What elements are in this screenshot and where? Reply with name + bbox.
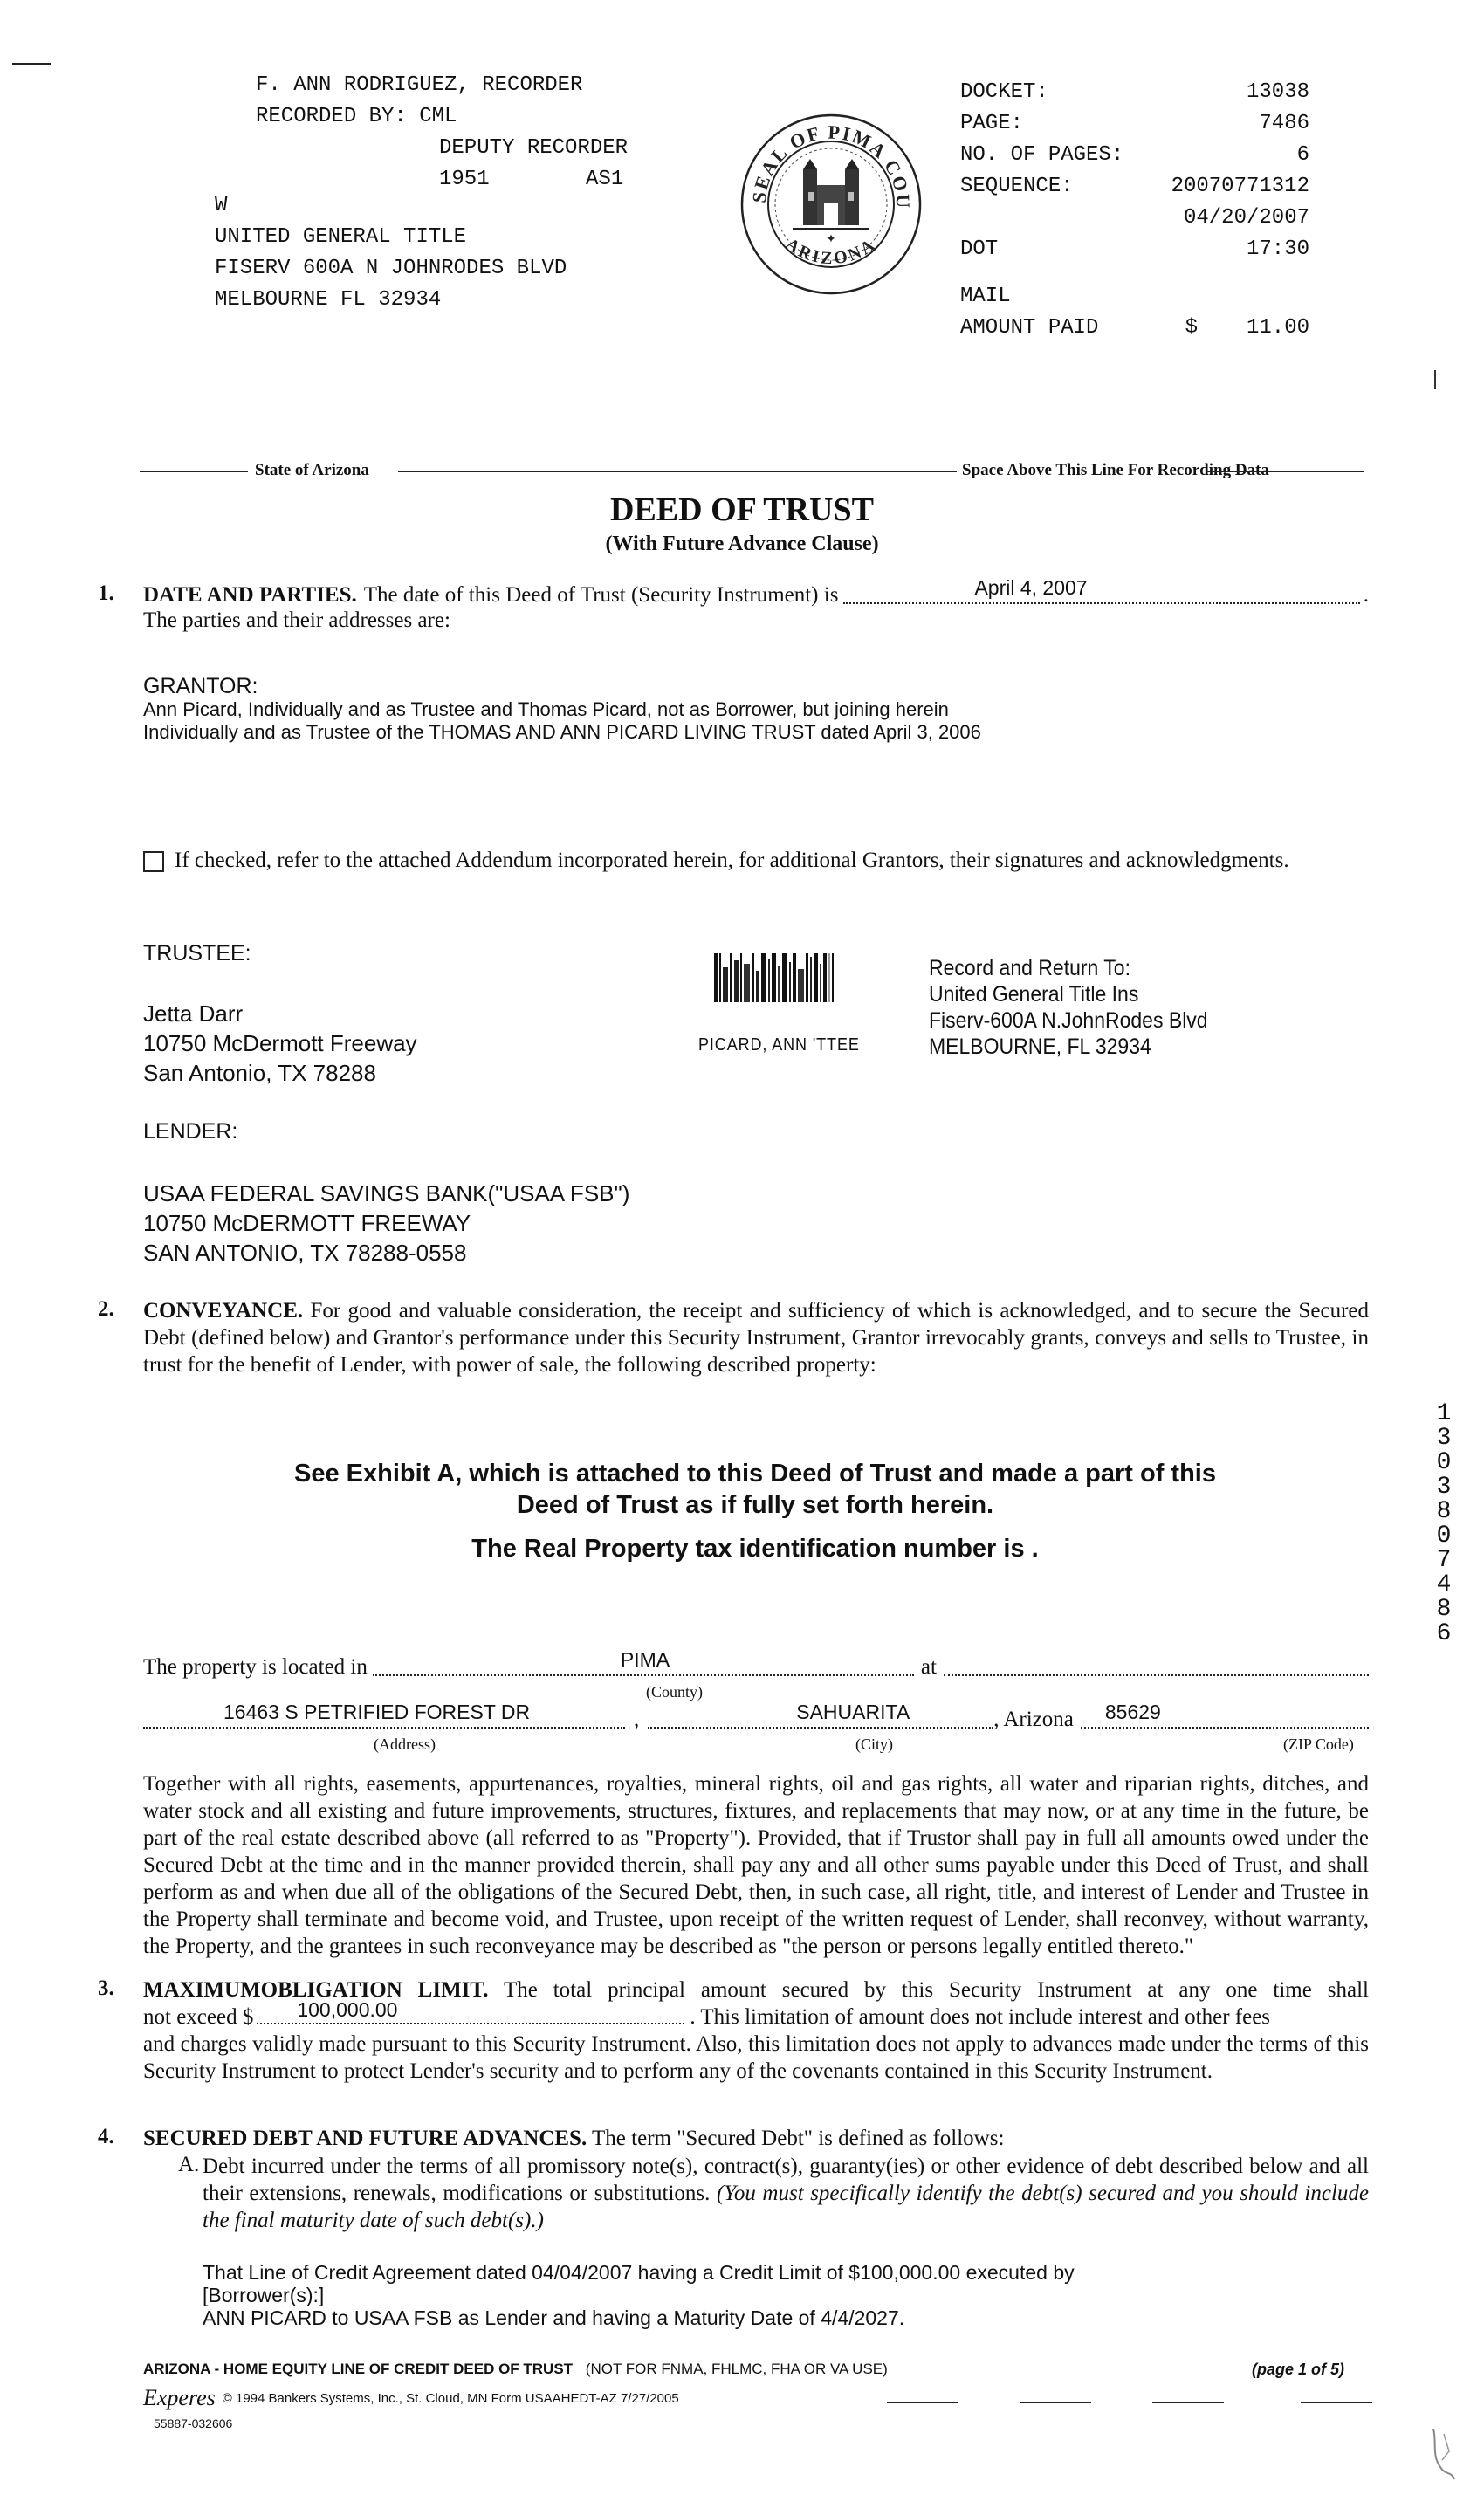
- initials-line-4: [1301, 2402, 1372, 2403]
- recording-header-line: [140, 461, 1364, 482]
- address-value: 16463 S PETRIFIED FOREST DR: [223, 1701, 531, 1723]
- return-to-block: [929, 955, 1208, 1060]
- pages-row: [960, 140, 1309, 171]
- addendum-text: If checked, refer to the attached Addendum incorporated herein, for additional Grantors, their signatures and acknowledgments.: [175, 849, 1289, 872]
- amount-label: AMOUNT PAID: [960, 316, 1099, 340]
- document-subtitle: (With Future Advance Clause): [605, 533, 879, 555]
- section-3-text-2: . This limitation of amount does not include interest and other fees: [690, 2005, 1271, 2029]
- amount-row: [960, 313, 1309, 344]
- date-row: [960, 203, 1309, 234]
- pages-value: 6: [1296, 143, 1309, 167]
- trustee-label: TRUSTEE:: [143, 941, 251, 966]
- corner-scribble: [1428, 2425, 1463, 2486]
- space-above-label: Space Above This Line For Recording Data: [962, 461, 1269, 479]
- docket-label: DOCKET:: [960, 80, 1048, 104]
- zip-caption: (ZIP Code): [1283, 1736, 1354, 1753]
- docket-block: [960, 77, 1327, 344]
- title-company-block: [215, 190, 567, 316]
- credit-agreement-line-2: [Borrower(s):]: [203, 2284, 325, 2306]
- trustee-name: Jetta Darr: [143, 1000, 244, 1027]
- city-field: [648, 1701, 993, 1729]
- page-value: 7486: [1259, 112, 1309, 135]
- section-4-number: 4.: [98, 2125, 114, 2148]
- title-company-city: MELBOURNE FL 32934: [215, 288, 442, 312]
- section-1-period: .: [1363, 583, 1369, 607]
- exhibit-line-2: Deed of Trust as if fully set forth herein.: [516, 1491, 994, 1519]
- section-2-body: [143, 1297, 1369, 1378]
- lender-address: 10750 McDERMOTT FREEWAY: [143, 1210, 471, 1236]
- addendum-checkbox[interactable]: [143, 851, 164, 872]
- pages-label: NO. OF PAGES:: [960, 143, 1124, 167]
- section-1-text2: The parties and their addresses are:: [143, 608, 450, 632]
- section-3-heading: MAXIMUMOBLIGATION LIMIT.: [143, 1978, 489, 2002]
- section-2-number: 2.: [98, 1297, 114, 1321]
- credit-agreement-block: [203, 2261, 1075, 2329]
- sequence-value: 20070771312: [1171, 175, 1309, 198]
- trustee-block: [143, 999, 417, 1088]
- section-1-number: 1.: [98, 581, 114, 605]
- copyright-line: © 1994 Bankers Systems, Inc., St. Cloud, MN Form USAAHEDT-AZ 7/27/2005: [222, 2390, 679, 2406]
- lender-label: LENDER:: [143, 1119, 238, 1144]
- sequence-label: SEQUENCE:: [960, 175, 1074, 198]
- credit-agreement-line-1: That Line of Credit Agreement dated 04/04/2007 having a Credit Limit of $100,000.00 executed by: [203, 2261, 1075, 2284]
- footer-form-title: [143, 2361, 888, 2378]
- not-for-fnma: (NOT FOR FNMA, FHLMC, FHA OR VA USE): [585, 2361, 888, 2377]
- barcode-caption: PICARD, ANN 'TTEE: [698, 1035, 860, 1055]
- page-indicator: (page 1 of 5): [1252, 2361, 1345, 2378]
- recorder-w: W: [215, 194, 228, 217]
- section-3-line-2: [143, 1998, 1369, 2031]
- section-1-text: The date of this Deed of Trust (Security Instrument) is: [363, 583, 839, 607]
- address-caption: (Address): [374, 1736, 436, 1753]
- initials-line-2: [1020, 2402, 1091, 2403]
- footer-logo-row: [143, 2385, 679, 2411]
- section-1-line: [143, 576, 1369, 608]
- recorder-block: [256, 70, 628, 196]
- exhibit-block: [140, 1458, 1371, 1564]
- svg-text:✦: ✦: [826, 233, 836, 246]
- exhibit-line-1: See Exhibit A, which is attached to this Deed of Trust and made a part of this: [294, 1460, 1216, 1488]
- dot-row: [960, 234, 1309, 265]
- return-to-city: MELBOURNE, FL 32934: [929, 1034, 1151, 1059]
- address-field: [143, 1701, 625, 1729]
- initials-line-1: [887, 2402, 958, 2403]
- dot-label: DOT: [960, 237, 999, 261]
- recording-date: 04/20/2007: [1183, 206, 1309, 230]
- barcode: [714, 953, 862, 1002]
- deed-date: April 4, 2007: [974, 576, 1088, 599]
- grantor-line-1: Ann Picard, Individually and as Trustee and Thomas Picard, not as Borrower, but joining herein: [143, 698, 949, 720]
- county-value: PIMA: [620, 1648, 670, 1671]
- sequence-row: [960, 171, 1309, 203]
- credit-agreement-line-3: ANN PICARD to USAA FSB as Lender and having a Maturity Date of 4/4/2027.: [203, 2306, 905, 2329]
- svg-text:THE SEAL OF PIMA COUNTY: SEAL OF PIMA COU: [747, 120, 915, 210]
- not-exceed-label: not exceed $: [143, 2005, 254, 2029]
- together-paragraph: Together with all rights, easements, appurtenances, royalties, mineral rights, oil and gas rights, all water and riparian rights, ditches, and water stock and all existing and future improvements, structures, fixtures, and replacements that may now, or at any time in the future, be part of the real estate described above (all referred to as "Property"). Provided, that if Trustor shall pay in full all amounts owed under the Secured Debt at the time and in the manner provided therein, shall pay any and all other sums payable under this Deed of Trust, and shall perform as and when due all of the obligations of the Secured Debt, then, in such case, all right, title, and interest of Lender and Trustee in the Property shall terminate and become void, and Trustee, upon receipt of the written request of Lender, shall reconvey, without warranty, the Property, and the grantees in such reconveyance may be described as "the person or persons legally entitled thereto.": [143, 1772, 1369, 1958]
- margin-dash: [12, 63, 51, 65]
- mail-label: MAIL: [960, 285, 1011, 308]
- at-label: at: [920, 1655, 937, 1679]
- state-text: , Arizona: [993, 1708, 1074, 1731]
- docket-value: 13038: [1246, 80, 1309, 104]
- state-label: State of Arizona: [255, 461, 369, 479]
- amount-value: 11.00: [1246, 316, 1309, 340]
- docket-row: [960, 77, 1309, 108]
- return-to-address: Fiserv-600A N.JohnRodes Blvd: [929, 1008, 1208, 1033]
- trustee-address: 10750 McDermott Freeway: [143, 1030, 417, 1056]
- zip-value: 85629: [1104, 1701, 1161, 1723]
- svg-text:ARIZONA: ARIZONA: [781, 234, 881, 269]
- form-title: ARIZONA - HOME EQUITY LINE OF CREDIT DEED OF TRUST: [143, 2361, 574, 2377]
- trustee-city: San Antonio, TX 78288: [143, 1060, 376, 1086]
- page-label: PAGE:: [960, 112, 1024, 135]
- section-3-text-3: and charges validly made pursuant to this Security Instrument. Also, this limitation does not apply to advances made under the terms of this Security Instrument to protect Lender's security and to perform any of the covenants contained in this Security Instrument.: [143, 2032, 1369, 2083]
- section-4a-body: [203, 2153, 1369, 2234]
- grantor-label: GRANTOR:: [143, 674, 258, 698]
- title-company-address: FISERV 600A N JOHNRODES BLVD: [215, 257, 567, 280]
- grantor-line-2: Individually and as Trustee of the THOMAS AND ANN PICARD LIVING TRUST dated April 3, 2006: [143, 721, 981, 743]
- margin-tick: [1434, 370, 1436, 389]
- city-value: SAHUARITA: [796, 1701, 910, 1723]
- county-seal: [739, 112, 924, 297]
- page-row: [960, 108, 1309, 140]
- section-4a-italic: (You must specifically identify the debt(s) secured and you should include the final maturity date of such debt(s).): [203, 2182, 1369, 2232]
- title-company: UNITED GENERAL TITLE: [215, 225, 467, 249]
- deed-date-field: [843, 576, 1359, 604]
- experes-logo: Experes: [143, 2385, 216, 2410]
- section-2-heading: CONVEYANCE.: [143, 1299, 304, 1323]
- city-caption: (City): [855, 1736, 893, 1753]
- at-field: [944, 1655, 1369, 1676]
- lender-city: SAN ANTONIO, TX 78288-0558: [143, 1240, 467, 1266]
- section-3-number: 3.: [98, 1976, 114, 2000]
- max-amount-value: 100,000.00: [297, 1998, 398, 2021]
- recorded-by: RECORDED BY: CML: [256, 105, 457, 128]
- lender-block: [143, 1179, 629, 1268]
- recording-time: 17:30: [1246, 237, 1309, 261]
- recorder-code-1: 1951: [439, 168, 490, 191]
- return-to-label: Record and Return To:: [929, 956, 1130, 980]
- margin-document-number: 1 3 0 3 8 0 7 4 8 6: [1436, 1400, 1452, 1647]
- located-in-label: The property is located in: [143, 1655, 368, 1679]
- section-1-heading: DATE AND PARTIES.: [143, 583, 357, 607]
- lender-name: USAA FEDERAL SAVINGS BANK("USAA FSB"): [143, 1180, 630, 1206]
- form-code: 55887-032606: [154, 2416, 233, 2430]
- seal-graphic: [739, 112, 924, 297]
- property-address-row: 16463 S PETRIFIED FOREST DR , SAHUARITA , Arizona 85629: [143, 1708, 1369, 1732]
- section-3-text-1: The total principal amount secured by this Security Instrument at any one time shall: [503, 1978, 1369, 2002]
- section-4-heading: SECURED DEBT AND FUTURE ADVANCES.: [143, 2127, 587, 2150]
- return-to-company: United General Title Ins: [929, 982, 1139, 1007]
- exhibit-tax-id: The Real Property tax identification number is .: [471, 1535, 1039, 1563]
- section-4a-label: A.: [178, 2153, 200, 2176]
- section-4-line: [143, 2125, 1004, 2152]
- document-title: DEED OF TRUST: [610, 491, 874, 528]
- section-4-text: The term "Secured Debt" is defined as follows:: [592, 2127, 1005, 2150]
- county-field: [373, 1648, 914, 1676]
- county-caption: (County): [646, 1683, 703, 1701]
- section-4a-text: Debt incurred under the terms of all promissory note(s), contract(s), guaranty(ies) or other evidence of debt described below and all their extensions, renewals, modifications or substitutions.: [203, 2155, 1369, 2205]
- max-amount-field: [257, 1998, 684, 2024]
- deputy-recorder: DEPUTY RECORDER: [439, 136, 629, 160]
- recorder-code-2: AS1: [586, 168, 624, 191]
- section-2-text: For good and valuable consideration, the receipt and sufficiency of which is acknowledged, and to secure the Secured Debt (defined below) and Grantor's performance under this Security Instrument, Grantor irrevocably grants, conveys and sells to Trustee, in trust for the benefit of Lender, with power of sale, the following described property:: [143, 1299, 1369, 1377]
- property-location-row: [143, 1648, 1369, 1680]
- zip-field: [1081, 1701, 1369, 1729]
- initials-line-3: [1152, 2402, 1224, 2403]
- amount-currency: $: [1185, 316, 1198, 340]
- recorder-name: F. ANN RODRIGUEZ, RECORDER: [256, 73, 583, 97]
